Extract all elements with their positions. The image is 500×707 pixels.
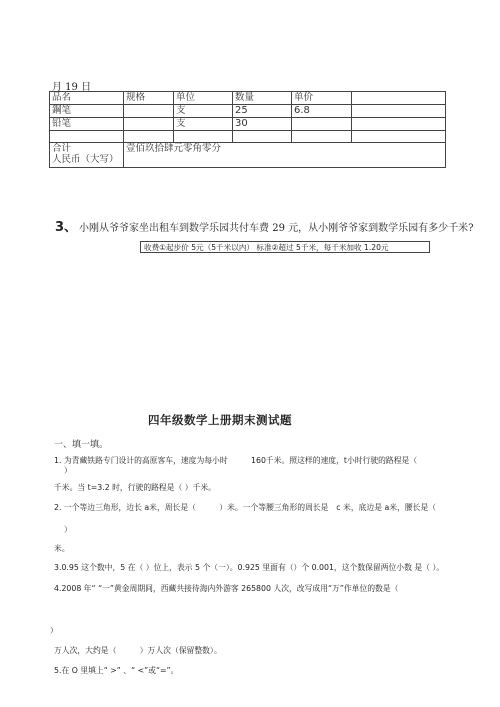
- exam-line: 千米。当 t=3.2 时，行驶的路程是（ ）千米。: [54, 483, 216, 492]
- header-price: 单价: [292, 92, 352, 105]
- total-label-line1: 合计: [52, 143, 72, 154]
- table-row: [50, 105, 446, 118]
- cell-qty: 30: [233, 118, 292, 131]
- cell-amount: [352, 105, 446, 118]
- question-3: [55, 216, 474, 235]
- exam-line: 3.0.95 这个数中，5 在（ ）位上，表示 5 个（一）。0.925 里面有（）个 0.001，这个数保留两位小数 是（ ）。: [54, 563, 445, 572]
- question-number: 3、: [55, 220, 78, 235]
- cell-name: 鋼笔: [50, 105, 124, 118]
- exam-line: ）: [64, 466, 72, 475]
- total-value: 壹佰玖拾肆元零角零分: [124, 143, 446, 168]
- cell-amount: [352, 118, 446, 131]
- table-header-row: [50, 92, 446, 105]
- header-unit: 单位: [174, 92, 233, 105]
- receipt-table: [49, 91, 446, 168]
- section-heading: 一、填一填。: [54, 440, 109, 450]
- header-qty: 数量: [233, 92, 292, 105]
- exam-title: 四年级数学上册期末测试题: [148, 413, 292, 427]
- cell-spec: [124, 105, 174, 118]
- header-spec: 规格: [124, 92, 174, 105]
- cell-qty: 25: [233, 105, 292, 118]
- header-blank: [352, 92, 446, 105]
- exam-line: ）: [64, 525, 72, 534]
- exam-line: 2. 一个等边三角形，边长 a米，周长是（ ）米。一个等腰三角形的周长是 c 米，底边是 a米，腰长是（: [54, 503, 437, 512]
- cell-price: 6.8: [292, 105, 352, 118]
- fare-rule-box: 收费①起步价 5元（5千米以内） 标准②超过 5千米，每千米加收 1.20元: [140, 241, 430, 253]
- exam-line: 万人次，大约是（ ）万人次（保留整数）。: [54, 646, 222, 655]
- exam-line: 1. 为青藏铁路专门设计的高原客车，速度为每小时 160千米。照这样的速度，t小时行驶的路程是（: [54, 456, 418, 465]
- total-row: [50, 143, 446, 168]
- cell-unit: 支: [174, 118, 233, 131]
- date-text: 月 19 日: [52, 82, 92, 93]
- header-name: 品名: [50, 92, 124, 105]
- total-label: [50, 143, 124, 168]
- table-row: [50, 131, 446, 143]
- exam-line: 5.在 O 里填上“ >” 、“ <”或“=”。: [54, 666, 179, 675]
- cell-unit: 支: [174, 105, 233, 118]
- exam-line: ）: [50, 626, 58, 635]
- exam-line: 4.2008 年“ “一”黄金周期间，西藏共接待海内外游客 265800 人次，改写成用“万”作单位的数是（: [54, 584, 399, 593]
- table-row: [50, 118, 446, 131]
- cell-name: 铅笔: [50, 118, 124, 131]
- question-text: 小刚从爷爷家坐出租车到数学乐园共付车费 29 元，从小刚爷爷家到数学乐园有多少千米?: [79, 223, 474, 234]
- total-label-line2: 人民币（大写）: [52, 154, 119, 165]
- cell-spec: [124, 118, 174, 131]
- exam-line: 米。: [54, 544, 70, 553]
- cell-price: [292, 118, 352, 131]
